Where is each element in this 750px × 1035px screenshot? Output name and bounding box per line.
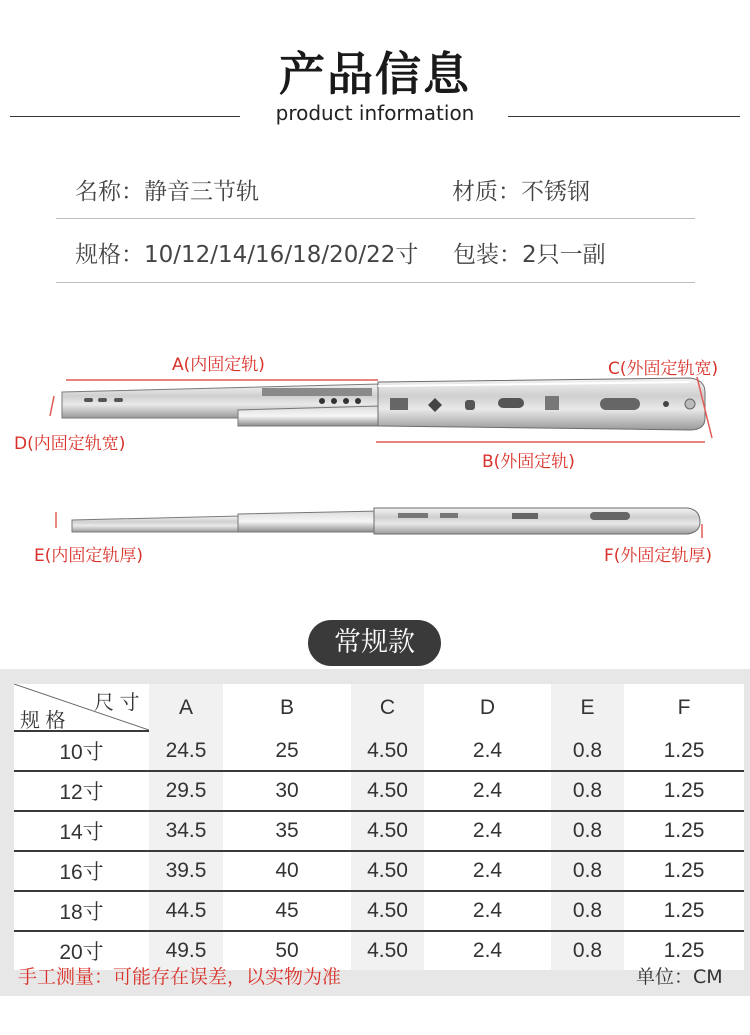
cell-f: 1.25 (624, 931, 744, 970)
cell-f: 1.25 (624, 891, 744, 931)
info-spec-label: 规格： (75, 242, 144, 268)
column-header-f: F (624, 684, 744, 731)
table-corner-cell (14, 684, 149, 731)
label-d-inner-rail-width: D(内固定轨宽) (14, 434, 126, 454)
info-material (452, 173, 590, 206)
cell-a: 49.5 (149, 931, 223, 970)
column-header-b: B (223, 684, 351, 731)
cell-b: 25 (223, 731, 351, 771)
info-package-label: 包装： (453, 242, 522, 268)
cell-c: 4.50 (351, 931, 424, 970)
table-row (14, 811, 744, 851)
label-e-inner-rail-thickness: E(内固定轨厚) (34, 546, 144, 566)
cell-a: 34.5 (149, 811, 223, 851)
info-spec (75, 236, 418, 269)
cell-e: 0.8 (551, 931, 624, 970)
cell-e: 0.8 (551, 891, 624, 931)
cell-f: 1.25 (624, 771, 744, 811)
cell-b: 40 (223, 851, 351, 891)
info-spec-value: 10/12/14/16/18/20/22寸 (144, 242, 419, 268)
row-size: 20寸 (14, 931, 149, 970)
row-size: 18寸 (14, 891, 149, 931)
info-divider-1 (56, 218, 695, 219)
row-size: 14寸 (14, 811, 149, 851)
cell-c: 4.50 (351, 811, 424, 851)
row-size: 16寸 (14, 851, 149, 891)
cell-e: 0.8 (551, 731, 624, 771)
label-f-outer-rail-thickness: F(外固定轨厚) (604, 546, 713, 566)
cell-d: 2.4 (424, 811, 551, 851)
measurement-note: 手工测量：可能存在误差，以实物为准 (18, 966, 342, 988)
label-c-outer-rail-width: C(外固定轨宽) (608, 359, 719, 379)
column-header-e: E (551, 684, 624, 731)
cell-a: 24.5 (149, 731, 223, 771)
cell-d: 2.4 (424, 771, 551, 811)
corner-label-size: 尺 寸 (94, 692, 140, 714)
section-badge: 常规款 (308, 620, 441, 666)
info-divider-2 (56, 282, 695, 283)
info-material-label: 材质： (452, 179, 521, 205)
table-row (14, 771, 744, 811)
table-row (14, 851, 744, 891)
info-package-value: 2只一副 (522, 242, 606, 268)
info-name-label: 名称： (75, 179, 144, 205)
spec-table (14, 684, 744, 970)
info-material-value: 不锈钢 (521, 179, 590, 205)
cell-f: 1.25 (624, 811, 744, 851)
cell-c: 4.50 (351, 731, 424, 771)
column-header-a: A (149, 684, 223, 731)
unit-label: 单位：CM (636, 966, 723, 988)
cell-b: 45 (223, 891, 351, 931)
column-header-c: C (351, 684, 424, 731)
cell-d: 2.4 (424, 891, 551, 931)
cell-c: 4.50 (351, 851, 424, 891)
table-header-row (14, 684, 744, 731)
page-title: 产品信息 (279, 47, 471, 101)
info-package (453, 236, 606, 269)
cell-a: 44.5 (149, 891, 223, 931)
cell-f: 1.25 (624, 851, 744, 891)
table-row (14, 891, 744, 931)
page-subtitle: product information (275, 101, 475, 125)
cell-d: 2.4 (424, 731, 551, 771)
cell-f: 1.25 (624, 731, 744, 771)
cell-c: 4.50 (351, 891, 424, 931)
row-size: 12寸 (14, 771, 149, 811)
label-a-inner-rail: A(内固定轨) (172, 355, 265, 375)
row-size: 10寸 (14, 731, 149, 771)
label-b-outer-rail: B(外固定轨) (482, 452, 575, 472)
cell-e: 0.8 (551, 811, 624, 851)
cell-a: 39.5 (149, 851, 223, 891)
column-header-d: D (424, 684, 551, 731)
info-name-value: 静音三节轨 (144, 179, 259, 205)
cell-e: 0.8 (551, 771, 624, 811)
header-divider-right (508, 116, 740, 117)
cell-b: 30 (223, 771, 351, 811)
info-name (75, 173, 259, 206)
rail-side-view (72, 508, 700, 534)
cell-d: 2.4 (424, 931, 551, 970)
cell-c: 4.50 (351, 771, 424, 811)
corner-label-spec: 规 格 (20, 710, 66, 732)
rail-top-view (62, 378, 705, 430)
cell-a: 29.5 (149, 771, 223, 811)
cell-b: 50 (223, 931, 351, 970)
cell-d: 2.4 (424, 851, 551, 891)
table-row (14, 731, 744, 771)
cell-e: 0.8 (551, 851, 624, 891)
cell-b: 35 (223, 811, 351, 851)
